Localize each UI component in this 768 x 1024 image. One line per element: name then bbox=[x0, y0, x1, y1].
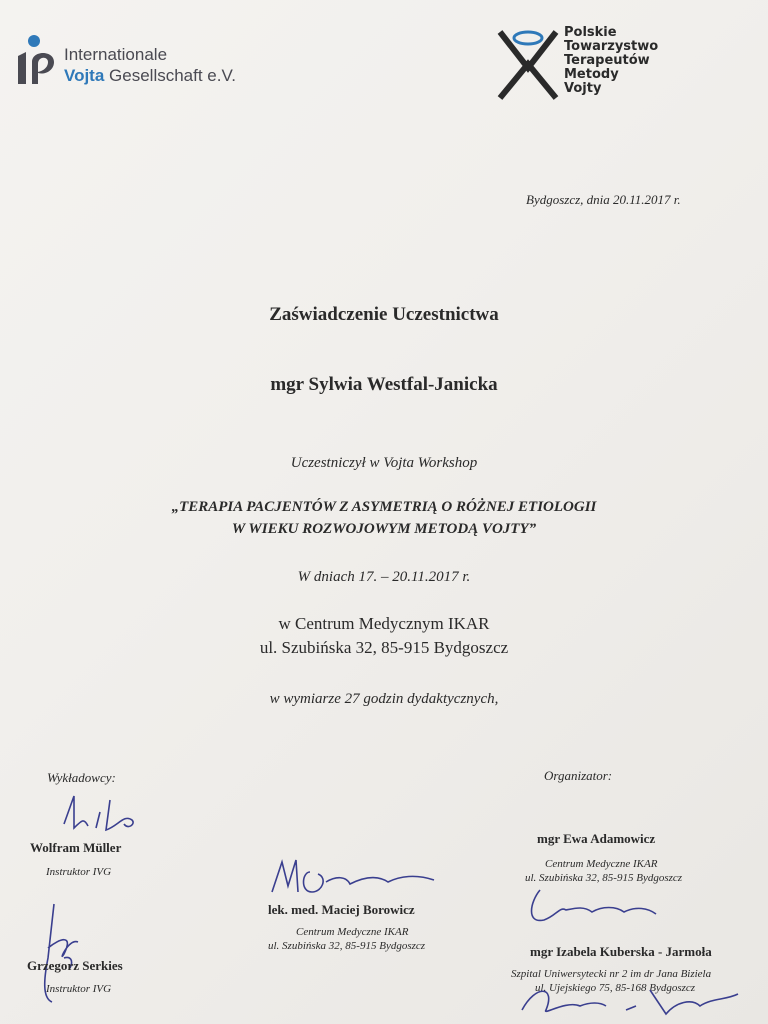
center-signatory-name: lek. med. Maciej Borowicz bbox=[268, 902, 415, 917]
lecturer-1-role: Instruktor IVG bbox=[46, 866, 112, 878]
ptmv-logo-mark bbox=[496, 28, 560, 100]
center-signatory-address: ul. Szubińska 32, 85-915 Bydgoszcz bbox=[268, 940, 426, 952]
organizer-2-name: mgr Izabela Kuberska - Jarmoła bbox=[530, 944, 712, 959]
course-title-line1: „TERAPIA PACJENTÓW Z ASYMETRIĄ O RÓŻNEJ ETIOLOGII bbox=[171, 499, 597, 515]
lecturer-1-name: Wolfram Müller bbox=[30, 840, 122, 855]
venue-line1: w Centrum Medycznym IKAR bbox=[278, 614, 490, 633]
organizer-1-name: mgr Ewa Adamowicz bbox=[537, 831, 656, 846]
ivg-logo-line1: Internationale bbox=[64, 45, 168, 64]
ivg-logo bbox=[12, 30, 252, 90]
ivg-logo-line2: Gesellschaft e.V. bbox=[104, 66, 236, 85]
ptmv-logo-line-3: Terapeutów bbox=[564, 53, 650, 68]
center-signatory-org: Centrum Medyczne IKAR bbox=[296, 926, 409, 938]
course-dates: W dniach 17. – 20.11.2017 r. bbox=[297, 569, 471, 585]
organizer-2-address: ul. Ujejskiego 75, 85-168 Bydgoszcz bbox=[535, 982, 696, 994]
participation-line: Uczestniczył w Vojta Workshop bbox=[290, 455, 478, 471]
signature-muller bbox=[48, 790, 148, 838]
organizer-heading: Organizator: bbox=[544, 768, 613, 783]
lecturer-2-name: Grzegorz Serkies bbox=[27, 958, 123, 973]
ptmv-logo-line-2: Towarzystwo bbox=[564, 39, 659, 54]
date-line: Bydgoszcz, dnia 20.11.2017 r. bbox=[526, 192, 681, 207]
certificate-title: Zaświadczenie Uczestnictwa bbox=[269, 304, 499, 325]
lecturers-heading: Wykładowcy: bbox=[47, 770, 116, 785]
venue-line2: ul. Szubińska 32, 85-915 Bydgoszcz bbox=[259, 638, 509, 657]
organizer-1-org: Centrum Medyczne IKAR bbox=[545, 858, 658, 870]
signature-borowicz bbox=[266, 852, 442, 902]
ptmv-logo-line-1: Polskie bbox=[564, 25, 617, 40]
course-title-line2: W WIEKU ROZWOJOWYM METODĄ VOJTY” bbox=[231, 521, 537, 537]
signature-adamowicz bbox=[520, 880, 670, 930]
ivg-logo-highlight: Vojta bbox=[64, 66, 105, 85]
recipient-name: mgr Sylwia Westfal-Janicka bbox=[270, 374, 498, 395]
ptmv-logo-line-4: Metody bbox=[564, 67, 619, 82]
ptmv-logo-line-5: Vojty bbox=[564, 81, 602, 96]
ptmv-logo bbox=[496, 26, 716, 102]
signature-kuberska bbox=[516, 980, 746, 1020]
organizer-1-address: ul. Szubińska 32, 85-915 Bydgoszcz bbox=[525, 872, 683, 884]
hours-line: w wymiarze 27 godzin dydaktycznych, bbox=[269, 691, 499, 707]
organizer-2-org: Szpital Uniwersytecki nr 2 im dr Jana Biziela bbox=[511, 968, 712, 980]
lecturer-2-role: Instruktor IVG bbox=[46, 983, 112, 995]
ivg-logo-mark bbox=[12, 32, 58, 88]
